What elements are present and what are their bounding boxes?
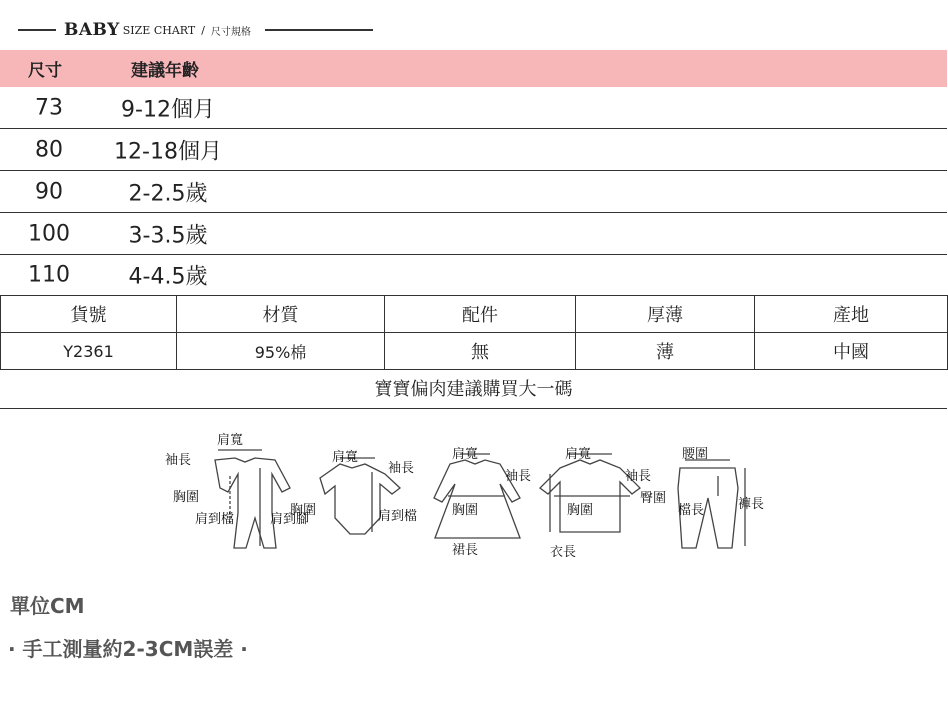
chart-subtitle: SIZE CHART: [122, 23, 196, 37]
top-length-label: 衣長: [550, 545, 577, 560]
measurement-diagram: [160, 428, 765, 578]
size-row: [0, 171, 947, 213]
header-accessories: 配件: [385, 296, 576, 333]
size-advice-note: 寶寶偏肉建議購買大一碼: [0, 372, 947, 409]
romper-chest-label: 胸圍: [173, 490, 200, 505]
romper-length-a-label: 肩到檔: [195, 512, 235, 527]
header-thickness: 厚薄: [576, 296, 755, 333]
romper-sleeve-label: 袖長: [165, 453, 192, 468]
product-value-row: [1, 333, 948, 370]
dress-shoulder-label: 肩寬: [452, 447, 479, 462]
header-origin: 產地: [755, 296, 948, 333]
col-age-header: 建議年齡: [131, 61, 199, 81]
dress-length-label: 裙長: [452, 543, 479, 558]
size-row: [0, 87, 947, 129]
size-value: 80: [35, 137, 63, 162]
size-row: [0, 129, 947, 171]
header-item-no: 貨號: [1, 296, 177, 333]
size-table-header: [0, 50, 947, 87]
size-row: [0, 254, 947, 295]
size-value: 100: [28, 221, 70, 246]
chart-subtitle-cn: 尺寸規格: [210, 26, 251, 38]
value-material: 95%棉: [177, 333, 385, 370]
value-thickness: 薄: [576, 333, 755, 370]
col-size-header: 尺寸: [28, 61, 62, 81]
romper-length-b-label: 肩到腳: [270, 512, 310, 527]
unit-label: 單位CM: [10, 594, 85, 618]
age-value: 9-12個月: [121, 97, 215, 122]
age-value: 3-3.5歲: [128, 223, 208, 248]
top-shoulder-label: 肩寬: [565, 447, 592, 462]
romper-shoulder-label: 肩寬: [217, 433, 244, 448]
pants-crotch-label: 檔長: [678, 503, 705, 518]
age-value: 4-4.5歲: [128, 264, 208, 289]
dress-illustration: [434, 454, 520, 538]
dress-sleeve-label: 袖長: [505, 469, 532, 484]
chart-header: [18, 18, 373, 42]
bodysuit-length-label: 肩到檔: [378, 509, 418, 524]
top-sleeve-label: 袖長: [625, 469, 652, 484]
brand-title: BABY: [64, 20, 120, 40]
bodysuit-shoulder-label: 肩寬: [332, 450, 359, 465]
romper-illustration: [215, 450, 290, 548]
size-row: [0, 213, 947, 255]
dress-chest-label: 胸圍: [452, 503, 479, 518]
bodysuit-sleeve-label: 袖長: [388, 461, 415, 476]
size-value: 73: [35, 95, 63, 120]
pants-hip-label: 臀圍: [640, 491, 667, 506]
age-value: 2-2.5歲: [128, 181, 208, 206]
header-rule-left: [18, 29, 56, 31]
top-chest-label: 胸圍: [567, 503, 594, 518]
value-origin: 中國: [755, 333, 948, 370]
pants-length-label: 褲長: [738, 497, 765, 512]
value-item-no: Y2361: [1, 333, 177, 370]
size-value: 110: [28, 262, 70, 287]
value-accessories: 無: [385, 333, 576, 370]
header-material: 材質: [177, 296, 385, 333]
product-info-table: [0, 295, 948, 370]
age-value: 12-18個月: [114, 139, 222, 164]
header-separator: /: [201, 23, 205, 37]
size-value: 90: [35, 179, 63, 204]
measurement-error-note: · 手工測量約2-3CM誤差 ·: [8, 637, 248, 661]
pants-waist-label: 腰圍: [682, 447, 709, 462]
bodysuit-chest-label: 胸圍: [290, 503, 317, 518]
product-header-row: [1, 296, 948, 333]
top-illustration: [540, 454, 640, 532]
header-rule-right: [265, 29, 373, 31]
